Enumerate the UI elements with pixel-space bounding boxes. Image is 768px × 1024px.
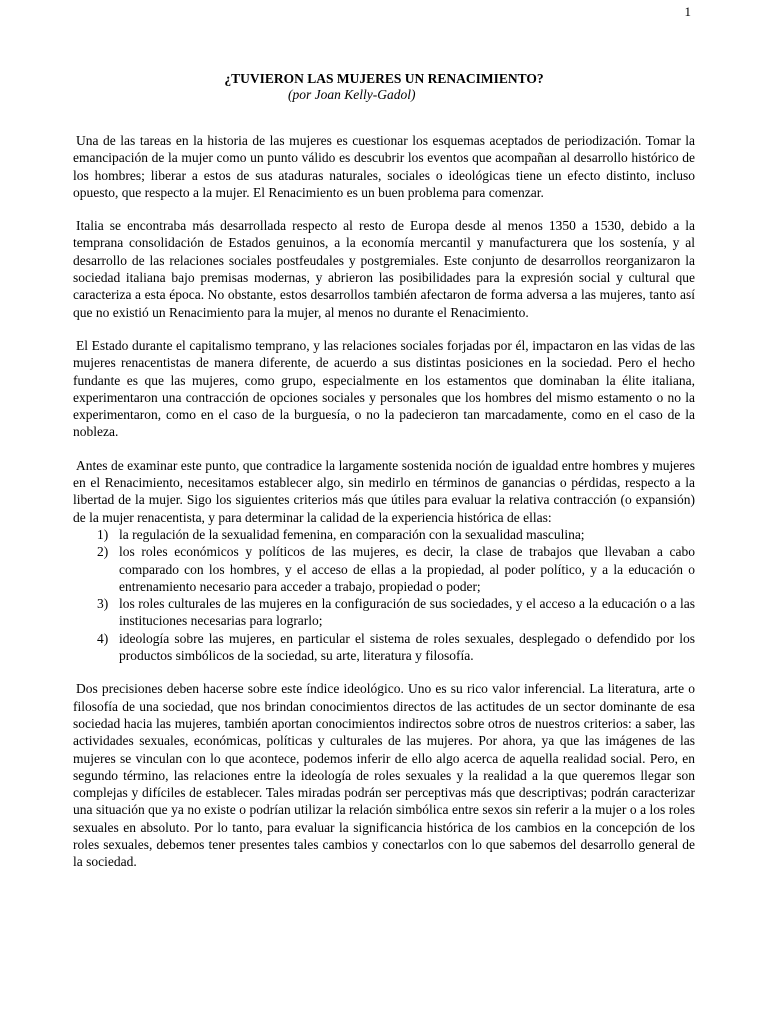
list-item [73, 630, 695, 665]
paragraph-intro: Una de las tareas en la historia de las mujeres es cuestionar los esquemas aceptados de periodización. Tomar la emancipación de la mujer como un punto válido es descubrir los eventos que acompañan al desarrollo histórico de los hombres; liberar a estos de sus ataduras naturales, sociales o ideológicas tiene un efecto distinto, incluso opuesto, que respecto a la mujer. El Renacimiento es un buen problema para comenzar. [73, 133, 695, 200]
document-body [73, 132, 695, 887]
list-item-text: los roles económicos y políticos de las mujeres, es decir, la clase de trabajos que llevaban a cabo comparado con los hombres, y el acceso de ellas a la propiedad, al poder político, y a la educación o entrenamiento necesario para acceder a trabajo, propiedad o poder; [119, 544, 695, 594]
list-item-number: 1) [97, 526, 109, 542]
list-item [73, 595, 695, 630]
criteria-list [73, 526, 695, 664]
list-item-text: los roles culturales de las mujeres en la configuración de sus sociedades, y el acceso a la educación o a las instituciones necesarias para lograrlo; [119, 596, 695, 629]
list-item-number: 4) [97, 630, 109, 646]
paragraph-precisiones: Dos precisiones deben hacerse sobre este índice ideológico. Uno es su rico valor inferencial. La literatura, arte o filosofía de una sociedad, que nos brindan conocimientos directos de las actitudes de un sector dominante de esa sociedad hacia las mujeres, también aportan conocimientos indirectos sobre otros de nuestros criterios: a saber, las actividades sexuales, económicas, políticas y culturales de las mujeres. Por ahora, ya que las imágenes de las mujeres se vinculan con lo que acontece, podemos inferir de ello algo acerca de aquella realidad social. Pero, en segundo término, las relaciones entre la ideología de roles sexuales y la realidad a la que queremos llegar son complejas y difíciles de establecer. Tales miradas podrán ser perceptivas más que descriptivas; podrán caracterizar una situación que ya no existe o podrían utilizar la relación simbólica entre sexos sin referir a la mujer o a los roles sexuales en absoluto. Por lo tanto, para evaluar la significancia histórica de los cambios en la concepción de los roles sexuales, debemos tener presentes tales cambios y conectarlos con lo que sabemos del desarrollo general de la sociedad. [73, 681, 695, 870]
list-item [73, 526, 695, 543]
document-title: ¿TUVIERON LAS MUJERES UN RENACIMIENTO? [224, 71, 544, 86]
list-item-text: ideología sobre las mujeres, en particular el sistema de roles sexuales, desplegado o defendido por los productos simbólicos de la sociedad, su arte, literatura y filosofía. [119, 630, 695, 664]
paragraph-italia: Italia se encontraba más desarrollada respecto al resto de Europa desde al menos 1350 a 1530, debido a la temprana consolidación de Estados genuinos, a la economía mercantil y manufacturera que los sostenía, y al desarrollo de las relaciones sociales postfeudales y postgremiales. Este conjunto de desarrollos reorganizaron la sociedad italiana bajo premisas modernas, y abrieron las posibilidades para la expresión social y cultural que caracteriza a esta época. No obstante, estos desarrollos también afectaron de forma adversa a las mujeres, tanto así que no existió un Renacimiento para la mujer, al menos no durante el Renacimiento. [73, 218, 695, 320]
document-author: (por Joan Kelly-Gadol) [288, 87, 416, 102]
paragraph-criterios: Antes de examinar este punto, que contradice la largamente sostenida noción de igualdad entre hombres y mujeres en el Renacimiento, necesitamos establecer algo, sin medirlo en términos de ganancias o pérdidas, respecto a la libertad de la mujer. Sigo los siguientes criterios más que útiles para evaluar la relativa contracción (o expansión) de la mujer renacentista, y para determinar la calidad de la experiencia histórica de ellas: [73, 457, 695, 525]
list-item [73, 543, 695, 595]
page-number: 1 [684, 4, 691, 19]
list-item-text: la regulación de la sexualidad femenina, en comparación con la sexualidad masculina; [119, 526, 585, 542]
paragraph-estado: El Estado durante el capitalismo temprano, y las relaciones sociales forjadas por él, impactaron en las vidas de las mujeres renacentistas de manera diferente, de acuerdo a sus distintas posiciones en la sociedad. Pero el hecho fundante es que las mujeres, como grupo, especialmente en los estamentos que dominaban la élite italiana, experimentaron una contracción de opciones sociales y personales que los hombres del mismo estamento o no la experimentaron, como en el caso de la burguesía, o no la padecieron tan marcadamente, como en el caso de la nobleza. [73, 337, 695, 440]
list-item-number: 3) [97, 596, 109, 612]
list-item-number: 2) [97, 544, 109, 560]
